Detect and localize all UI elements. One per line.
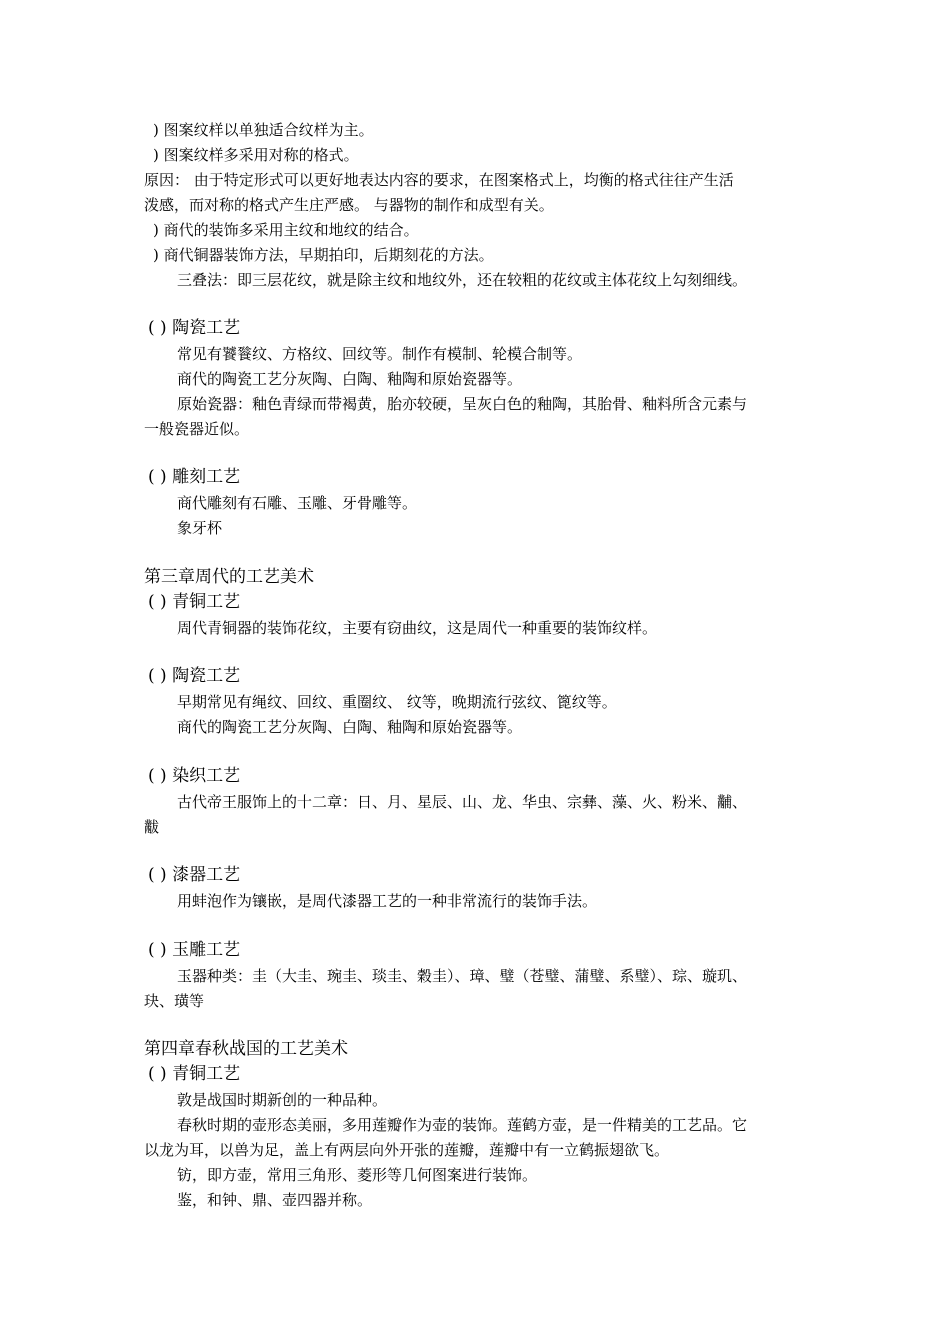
text-line-12: 一般瓷器近似。	[144, 420, 250, 438]
text-line-24: 黻	[144, 818, 160, 836]
section-heading-bronze-warring: ( ) 青铜工艺	[148, 1064, 241, 1084]
text-line-26: 用蚌泡作为镶嵌，是周代漆器工艺的一种非常流行的装饰手法。	[177, 892, 598, 910]
text-line-1: ) 图案纹样以单独适合纹样为主。	[153, 121, 374, 139]
section-heading-lacquer: ( ) 漆器工艺	[148, 865, 241, 885]
text-line-20: 早期常见有绳纹、回纹、重圈纹、 纹等，晚期流行弦纹、篦纹等。	[177, 693, 617, 711]
text-line-10: 商代的陶瓷工艺分灰陶、白陶、釉陶和原始瓷器等。	[177, 370, 523, 388]
text-line-14: 商代雕刻有石雕、玉雕、牙骨雕等。	[177, 494, 418, 512]
section-heading-carving: ( ) 雕刻工艺	[148, 467, 241, 487]
text-line-4: 泼感，而对称的格式产生庄严感。 与器物的制作和成型有关。	[144, 196, 554, 214]
text-line-9: 常见有饕餮纹、方格纹、回纹等。制作有模制、轮模合制等。	[177, 345, 583, 363]
section-heading-ceramics-shang: ( ) 陶瓷工艺	[148, 318, 241, 338]
text-line-2: ) 图案纹样多采用对称的格式。	[153, 146, 359, 164]
text-line-33: 春秋时期的壶形态美丽，多用莲瓣作为壶的装饰。莲鹤方壶，是一件精美的工艺品。它	[177, 1116, 748, 1134]
chapter-heading-4: 第四章春秋战国的工艺美术	[144, 1039, 348, 1059]
text-line-5: ) 商代的装饰多采用主纹和地纹的结合。	[153, 221, 419, 239]
text-line-15: 象牙杯	[177, 519, 223, 537]
text-line-21: 商代的陶瓷工艺分灰陶、白陶、釉陶和原始瓷器等。	[177, 718, 523, 736]
text-line-3: 原因： 由于特定形式可以更好地表达内容的要求，在图案格式上，均衡的格式往往产生活	[144, 171, 734, 189]
text-line-18: 周代青铜器的装饰花纹，主要有窃曲纹，这是周代一种重要的装饰纹样。	[177, 619, 658, 637]
section-heading-textile: ( ) 染织工艺	[148, 766, 241, 786]
text-line-23: 古代帝王服饰上的十二章：日、月、星辰、山、龙、华虫、宗彝、藻、火、粉米、黼、	[177, 793, 748, 811]
text-line-34: 以龙为耳，以兽为足，盖上有两层向外开张的莲瓣，莲瓣中有一立鹤振翅欲飞。	[144, 1141, 670, 1159]
text-line-7: 三叠法：即三层花纹，就是除主纹和地纹外，还在较粗的花纹或主体花纹上勾刻细线。	[177, 271, 748, 289]
text-line-29: 玦、璜等	[144, 992, 205, 1010]
text-line-11: 原始瓷器：釉色青绿而带褐黄，胎亦较硬，呈灰白色的釉陶，其胎骨、釉料所含元素与	[177, 395, 748, 413]
text-line-36: 鉴，和钟、鼎、壶四器并称。	[177, 1191, 373, 1209]
text-line-6: ) 商代铜器装饰方法，早期拍印，后期刻花的方法。	[153, 246, 494, 264]
chapter-heading-3: 第三章周代的工艺美术	[144, 567, 314, 587]
section-heading-ceramics-zhou: ( ) 陶瓷工艺	[148, 666, 241, 686]
text-line-35: 钫，即方壶，常用三角形、菱形等几何图案进行装饰。	[177, 1166, 538, 1184]
text-line-32: 敦是战国时期新创的一种品种。	[177, 1091, 388, 1109]
section-heading-jade: ( ) 玉雕工艺	[148, 940, 241, 960]
section-heading-bronze-zhou: ( ) 青铜工艺	[148, 592, 241, 612]
text-line-28: 玉器种类：圭（大圭、琬圭、琰圭、穀圭）、璋、璧（苍璧、蒲璧、系璧）、琮、璇玑、	[177, 967, 748, 985]
